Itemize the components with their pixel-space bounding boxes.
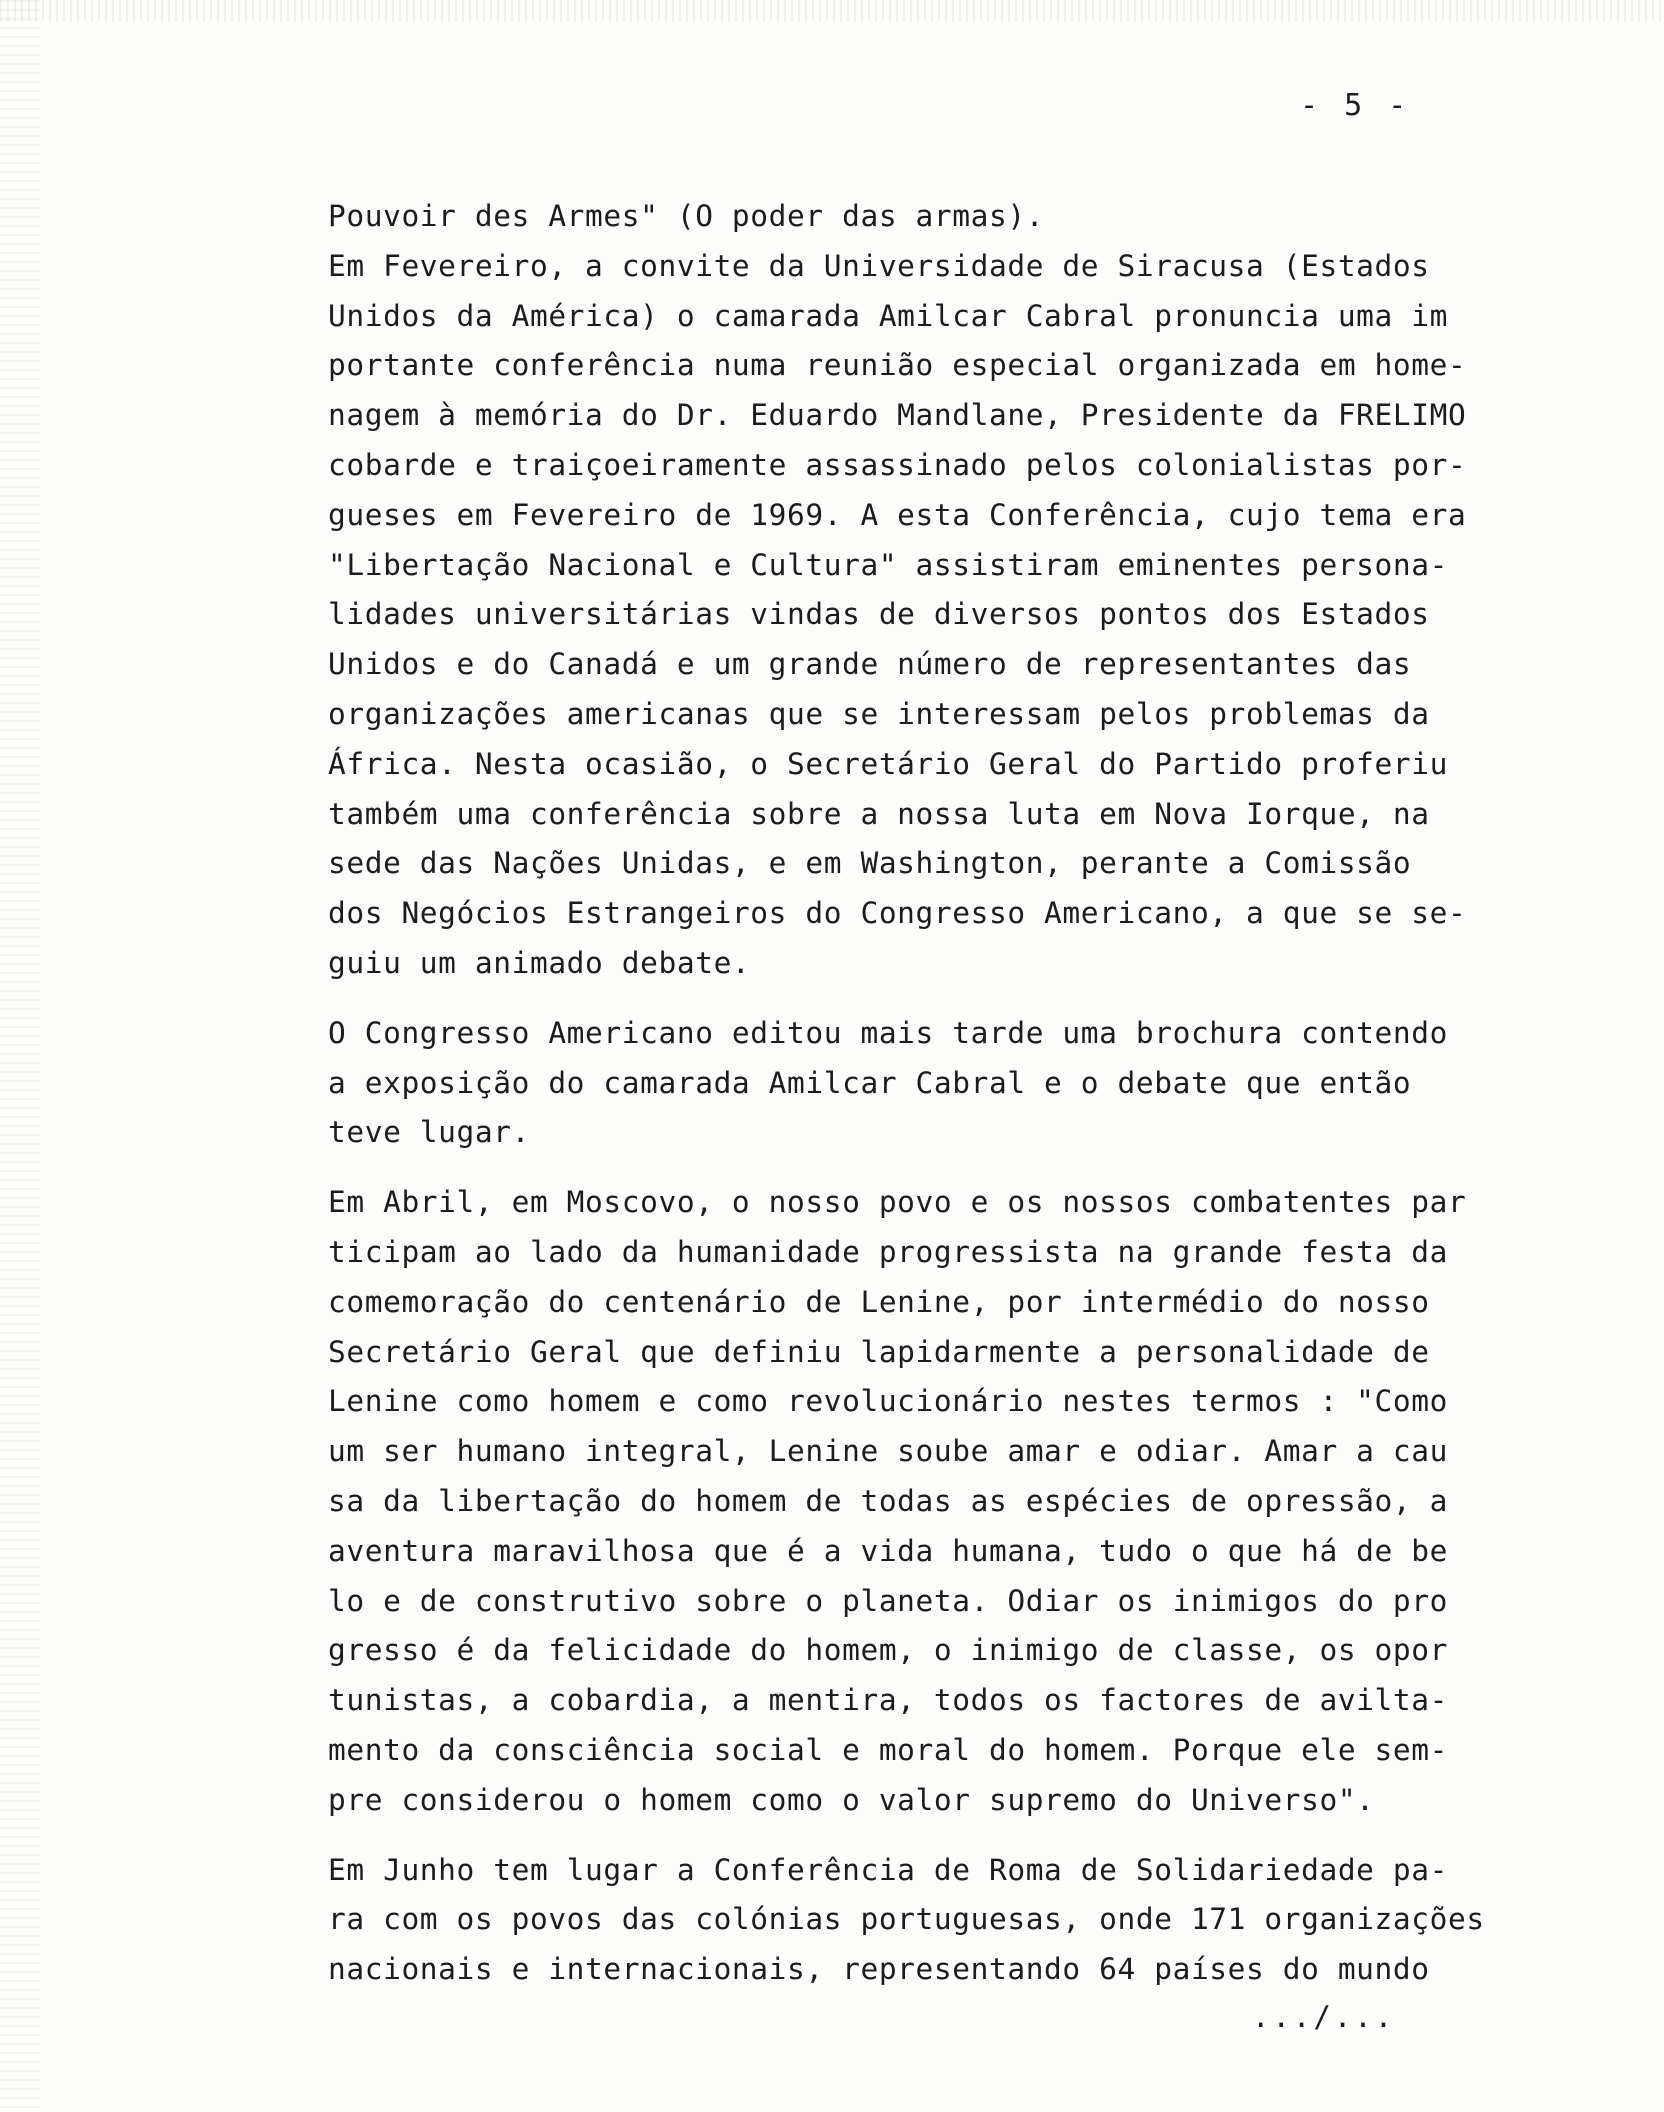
text-line: lo e de construtivo sobre o planeta. Odiar os inimigos do pro — [328, 1583, 1448, 1618]
continuation-mark: .../... — [1252, 2000, 1396, 2034]
text-line: um ser humano integral, Lenine soube amar e odiar. Amar a cau — [328, 1434, 1448, 1469]
text-line: ticipam ao lado da humanidade progressista na grande festa da — [328, 1234, 1448, 1269]
text-line: África. Nesta ocasião, o Secretário Geral do Partido proferiu — [328, 746, 1448, 781]
text-line: Secretário Geral que definiu lapidarmente a personalidade de — [328, 1334, 1430, 1369]
scan-noise-top — [0, 0, 1664, 22]
paragraph — [328, 1846, 1608, 1995]
text-line: nacionais e internacionais, representando 64 países do mundo — [328, 1952, 1430, 1987]
text-line: lidades universitárias vindas de diversos pontos dos Estados — [328, 597, 1430, 632]
text-line: dos Negócios Estrangeiros do Congresso Americano, a que se se- — [328, 896, 1467, 931]
text-line: teve lugar. — [328, 1115, 530, 1150]
text-line: guiu um animado debate. — [328, 945, 751, 980]
text-line: portante conferência numa reunião especial organizada em home- — [328, 348, 1467, 383]
text-line: Em Fevereiro, a convite da Universidade de Siracusa (Estados — [328, 248, 1430, 283]
text-line: Pouvoir des Armes" (O poder das armas). — [328, 199, 1045, 233]
text-line: aventura maravilhosa que é a vida humana, tudo o que há de be — [328, 1533, 1448, 1568]
text-line: Lenine como homem e como revolucionário nestes termos : "Como — [328, 1384, 1448, 1419]
text-line: organizações americanas que se interessam pelos problemas da — [328, 696, 1430, 731]
text-line: nagem à memória do Dr. Eduardo Mandlane, Presidente da FRELIMO — [328, 398, 1467, 433]
text-line: também uma conferência sobre a nossa luta em Nova Iorque, na — [328, 796, 1430, 831]
text-line: ra com os povos das colónias portuguesas, onde 171 organizações — [328, 1902, 1485, 1937]
text-line: Unidos da América) o camarada Amilcar Cabral pronuncia uma im — [328, 298, 1448, 333]
text-line: tunistas, a cobardia, a mentira, todos os factores de avilta- — [328, 1683, 1448, 1718]
text-line: pre considerou o homem como o valor supremo do Universo". — [328, 1782, 1375, 1817]
paragraph — [328, 192, 1608, 989]
text-line: "Libertação Nacional e Cultura" assistiram eminentes persona- — [328, 547, 1448, 582]
paragraph — [328, 1009, 1608, 1158]
text-line: O Congresso Americano editou mais tarde uma brochura contendo — [328, 1015, 1448, 1050]
text-line: Em Abril, em Moscovo, o nosso povo e os nossos combatentes par — [328, 1185, 1467, 1220]
text-line: sede das Nações Unidas, e em Washington, perante a Comissão — [328, 846, 1412, 881]
paragraph — [328, 1178, 1608, 1825]
text-line: gresso é da felicidade do homem, o inimigo de classe, os opor — [328, 1633, 1448, 1668]
text-line: Unidos e do Canadá e um grande número de representantes das — [328, 647, 1412, 682]
scan-noise-left — [0, 0, 40, 2112]
text-line: mento da consciência social e moral do homem. Porque ele sem- — [328, 1732, 1448, 1767]
text-line: cobarde e traiçoeiramente assassinado pelos colonialistas por- — [328, 447, 1467, 482]
text-line: Em Junho tem lugar a Conferência de Roma de Solidariedade pa- — [328, 1852, 1448, 1887]
text-line: comemoração do centenário de Lenine, por intermédio do nosso — [328, 1284, 1430, 1319]
text-line: a exposição do camarada Amilcar Cabral e o debate que então — [328, 1065, 1412, 1100]
text-line: gueses em Fevereiro de 1969. A esta Conferência, cujo tema era — [328, 497, 1467, 532]
page-number: - 5 - — [1300, 88, 1411, 123]
text-line: sa da libertação do homem de todas as espécies de opressão, a — [328, 1483, 1448, 1518]
document-body — [328, 192, 1608, 2015]
